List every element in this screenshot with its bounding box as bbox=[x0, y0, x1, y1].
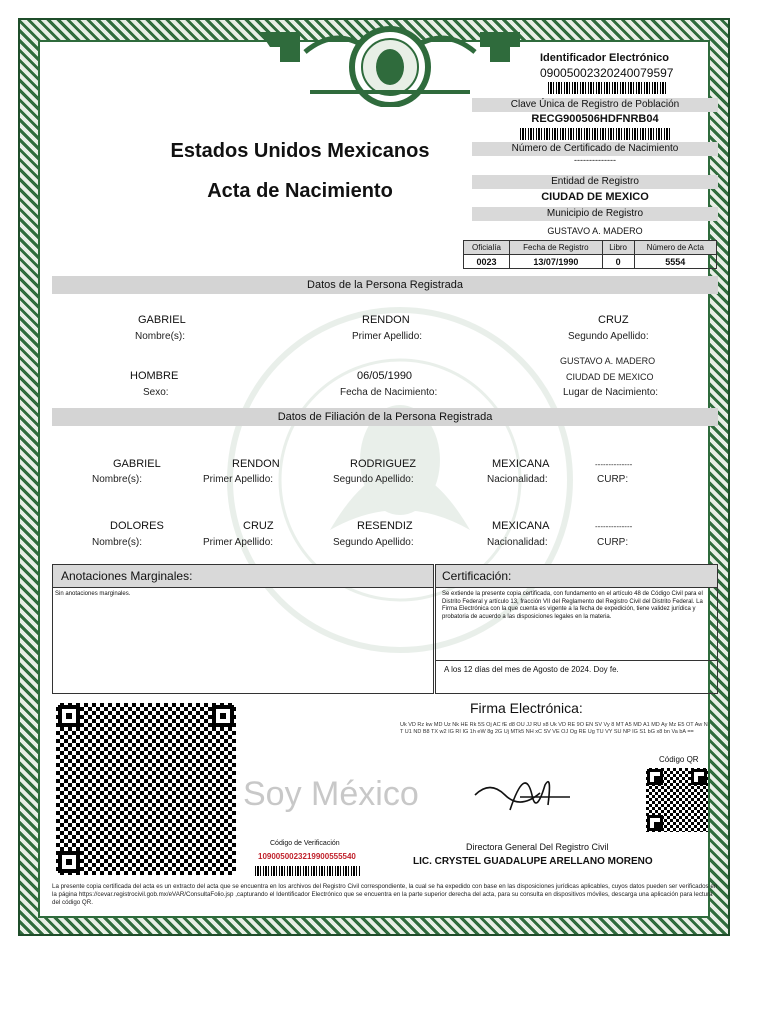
registry-table bbox=[463, 240, 717, 269]
mother-name: DOLORES bbox=[110, 520, 164, 532]
person-birth-date-label: Fecha de Nacimiento: bbox=[340, 387, 438, 398]
mother-curp: -------------- bbox=[595, 522, 633, 531]
curp-barcode bbox=[520, 128, 670, 140]
father-name-label: Nombre(s): bbox=[92, 474, 143, 485]
person-birth-place-label: Lugar de Nacimiento: bbox=[563, 387, 659, 398]
certification-title: Certificación: bbox=[436, 565, 717, 588]
person-birth-date: 06/05/1990 bbox=[357, 370, 413, 382]
registry-header: Número de Acta bbox=[634, 241, 717, 255]
person-name-label: Nombre(s): bbox=[135, 331, 186, 342]
person-sex-label: Sexo: bbox=[143, 387, 169, 398]
certificate-value: -------------- bbox=[574, 155, 616, 165]
handwritten-signature-icon bbox=[470, 765, 580, 820]
father-first-surname: RENDON bbox=[232, 458, 280, 470]
father-second-surname-label: Segundo Apellido: bbox=[333, 474, 414, 485]
certification-box bbox=[435, 564, 718, 694]
entity-value: CIUDAD DE MEXICO bbox=[541, 191, 649, 203]
annotations-box bbox=[52, 564, 434, 694]
father-nationality: MEXICANA bbox=[492, 458, 550, 470]
small-qr-code-icon bbox=[646, 768, 708, 832]
country-title: Estados Unidos Mexicanos bbox=[170, 140, 430, 162]
certification-date: A los 12 días del mes de Agosto de 2024. Doy fe. bbox=[436, 660, 717, 678]
father-nationality-label: Nacionalidad: bbox=[487, 474, 548, 485]
father-name: GABRIEL bbox=[113, 458, 161, 470]
curp-value: RECG900506HDFNRB04 bbox=[531, 113, 659, 125]
national-seal-icon bbox=[250, 22, 530, 107]
electronic-id: 09005002320240079597 bbox=[540, 66, 674, 80]
registry-header: Oficialía bbox=[464, 241, 510, 255]
person-name: GABRIEL bbox=[138, 314, 186, 326]
person-first-surname: RENDON bbox=[362, 314, 410, 326]
registry-book: 0 bbox=[602, 255, 634, 269]
signature-title: Firma Electrónica: bbox=[470, 700, 583, 716]
father-second-surname: RODRIGUEZ bbox=[350, 458, 416, 470]
person-birth-place-municipality: GUSTAVO A. MADERO bbox=[560, 356, 656, 366]
registry-act-number: 5554 bbox=[634, 255, 717, 269]
annotations-text: Sin anotaciones marginales. bbox=[55, 591, 131, 597]
mother-first-surname: CRUZ bbox=[243, 520, 274, 532]
municipality-value: GUSTAVO A. MADERO bbox=[547, 226, 643, 236]
verification-barcode bbox=[255, 866, 360, 876]
mother-curp-label: CURP: bbox=[597, 537, 629, 548]
electronic-id-barcode bbox=[548, 82, 668, 94]
mother-first-surname-label: Primer Apellido: bbox=[203, 537, 274, 548]
large-qr-code-icon bbox=[56, 703, 236, 875]
father-first-surname-label: Primer Apellido: bbox=[203, 474, 274, 485]
person-first-surname-label: Primer Apellido: bbox=[352, 331, 423, 342]
verification-code: 1090050023219900555540 bbox=[258, 852, 356, 861]
registry-header: Fecha de Registro bbox=[510, 241, 603, 255]
certification-text: Se extiende la presente copia certificada, con fundamento en el artículo 48 de Código Civil para el Distrito Federal y artículo 13, fracción VII del Reglamento del Registro Civil del Distrito Federal. La Firma Electrónica con la que cuenta es vigente a la fecha de expedición, tiene validez jurídica y probatoria de acuerdo a las disposiciones legales en la materia. bbox=[442, 591, 703, 620]
signer-name: LIC. CRYSTEL GUADALUPE ARELLANO MORENO bbox=[413, 856, 653, 867]
municipality-label: Municipio de Registro bbox=[472, 207, 718, 221]
footer-disclaimer: La presente copia certificada del acta es un extracto del acta que se encuentra en los archivos del Registro Civil correspondiente, la cual se ha expedido con base en las disposiciones jurídicas aplicables, cuyos datos pueden ser verificados en la página https://cevar.registrocivil.gob.mx/eVAR/ConsultaFolio.jsp ,capturando el Identificador Electrónico que se encuentra en la parte superior derecha del acta, para su consulta en dispositivos móviles, descarga una aplicación para lectura del código QR. bbox=[52, 883, 718, 906]
mother-nationality-label: Nacionalidad: bbox=[487, 537, 548, 548]
filiation-section-title: Datos de Filiación de la Persona Registrada bbox=[52, 408, 718, 426]
signature-hash: Uk VD Rz kw MD Uz Nk HE Rk 5S Oj AC fE d8 OU JJ RU x8 Uk VD RE 9O EN SV Vy 8 MT A5 MD A1 MD Ay Mz E5 OT Aw NT U1 ND B8 TX w2 IG RI IG 1h eW 8g 2G Uj MTk5 NH xC SV VE OJ Og RE Ug TU VY SU NP IG S1 bG x8 bn Va bA == bbox=[400, 722, 708, 735]
slogan: Soy México bbox=[243, 775, 419, 813]
verification-label: Código de Verificación bbox=[270, 840, 340, 847]
electronic-id-label: Identificador Electrónico bbox=[540, 52, 669, 64]
father-curp: -------------- bbox=[595, 460, 633, 469]
signer-role: Directora General Del Registro Civil bbox=[466, 842, 609, 852]
registry-header: Libro bbox=[602, 241, 634, 255]
mother-second-surname: RESENDIZ bbox=[357, 520, 413, 532]
curp-label: Clave Única de Registro de Población bbox=[472, 98, 718, 112]
registry-office: 0023 bbox=[464, 255, 510, 269]
entity-label: Entidad de Registro bbox=[472, 175, 718, 189]
registry-date: 13/07/1990 bbox=[510, 255, 603, 269]
person-second-surname-label: Segundo Apellido: bbox=[568, 331, 649, 342]
mother-name-label: Nombre(s): bbox=[92, 537, 143, 548]
person-second-surname: CRUZ bbox=[598, 314, 629, 326]
annotations-title: Anotaciones Marginales: bbox=[53, 565, 433, 588]
mother-nationality: MEXICANA bbox=[492, 520, 550, 532]
certificate-label: Número de Certificado de Nacimiento bbox=[472, 142, 718, 156]
person-birth-place-state: CIUDAD DE MEXICO bbox=[566, 372, 654, 382]
person-section-title: Datos de la Persona Registrada bbox=[52, 276, 718, 294]
person-sex: HOMBRE bbox=[130, 370, 179, 382]
small-qr-label: Código QR bbox=[659, 755, 699, 764]
document-title: Acta de Nacimiento bbox=[207, 180, 393, 202]
mother-second-surname-label: Segundo Apellido: bbox=[333, 537, 414, 548]
father-curp-label: CURP: bbox=[597, 474, 629, 485]
